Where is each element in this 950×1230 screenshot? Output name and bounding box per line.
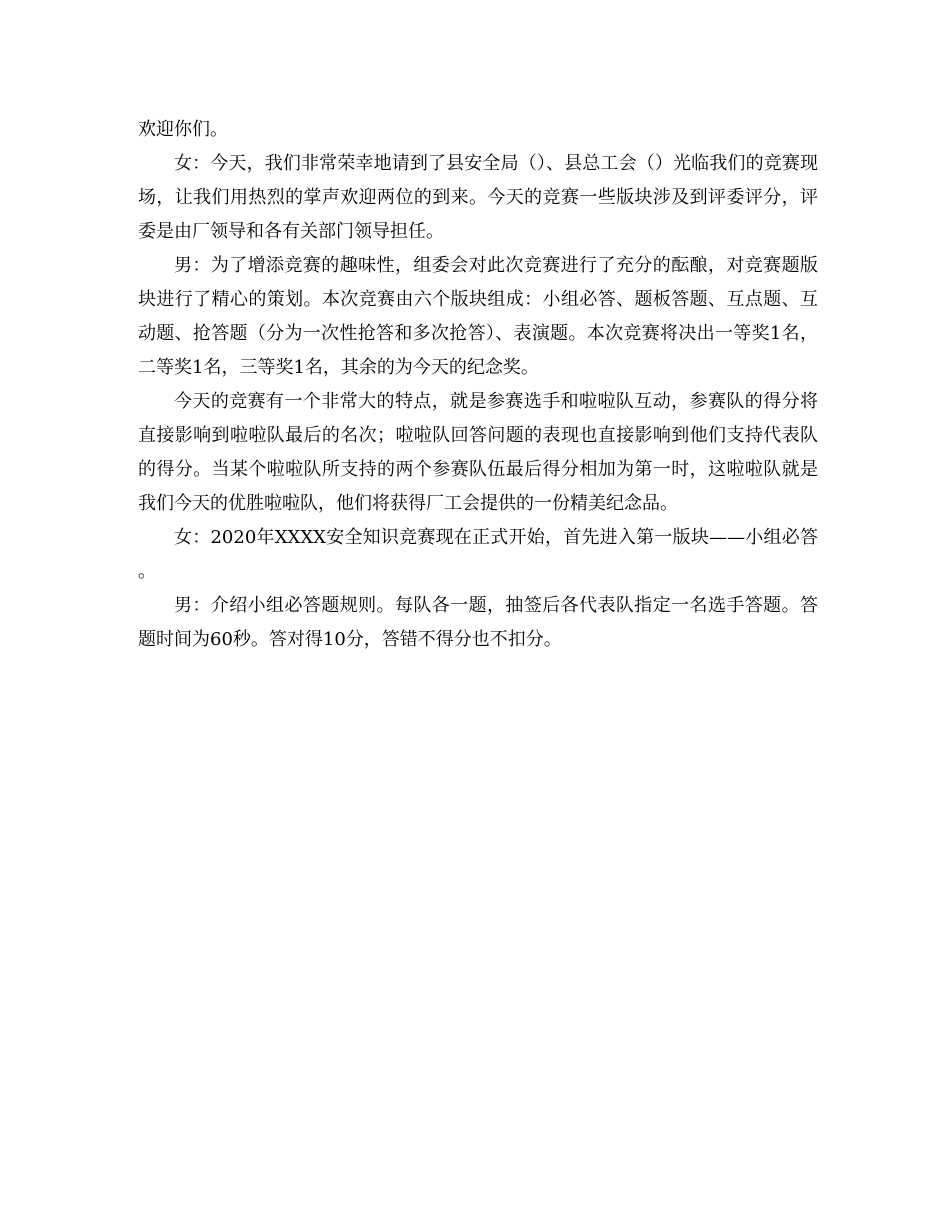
document-body <box>138 113 818 657</box>
paragraph-welcome: 欢迎你们。 <box>138 119 228 140</box>
paragraph-cheerleader-interaction: 今天的竞赛有一个非常大的特点，就是参赛选手和啦啦队互动，参赛队的得分将直接影响到啦啦队最后的名次；啦啦队回答问题的表现也直接影响到他们支持代表队的得分。当某个啦啦队所支持的两个参赛队伍最后得分相加为第一时，这啦啦队就是我们今天的优胜啦啦队，他们将获得厂工会提供的一份精美纪念品。 <box>138 391 818 514</box>
paragraph-male-host-rules: 男：介绍小组必答题规则。每队各一题，抽签后各代表队指定一名选手答题。答题时间为60秒。答对得10分，答错不得分也不扣分。 <box>138 595 818 650</box>
paragraph-female-host-guests: 女：今天，我们非常荣幸地请到了县安全局（）、县总工会（）光临我们的竞赛现场，让我们用热烈的掌声欢迎两位的到来。今天的竞赛一些版块涉及到评委评分，评委是由厂领导和各有关部门领导担任。 <box>138 153 818 242</box>
paragraph-female-host-start: 女：2020年XXXX安全知识竞赛现在正式开始，首先进入第一版块——小组必答。 <box>138 527 818 582</box>
paragraph-male-host-sections: 男：为了增添竞赛的趣味性，组委会对此次竞赛进行了充分的酝酿，对竞赛题版块进行了精心的策划。本次竞赛由六个版块组成：小组必答、题板答题、互点题、互动题、抢答题（分为一次性抢答和多次抢答）、表演题。本次竞赛将决出一等奖1名，二等奖1名，三等奖1名，其余的为今天的纪念奖。 <box>138 255 818 378</box>
